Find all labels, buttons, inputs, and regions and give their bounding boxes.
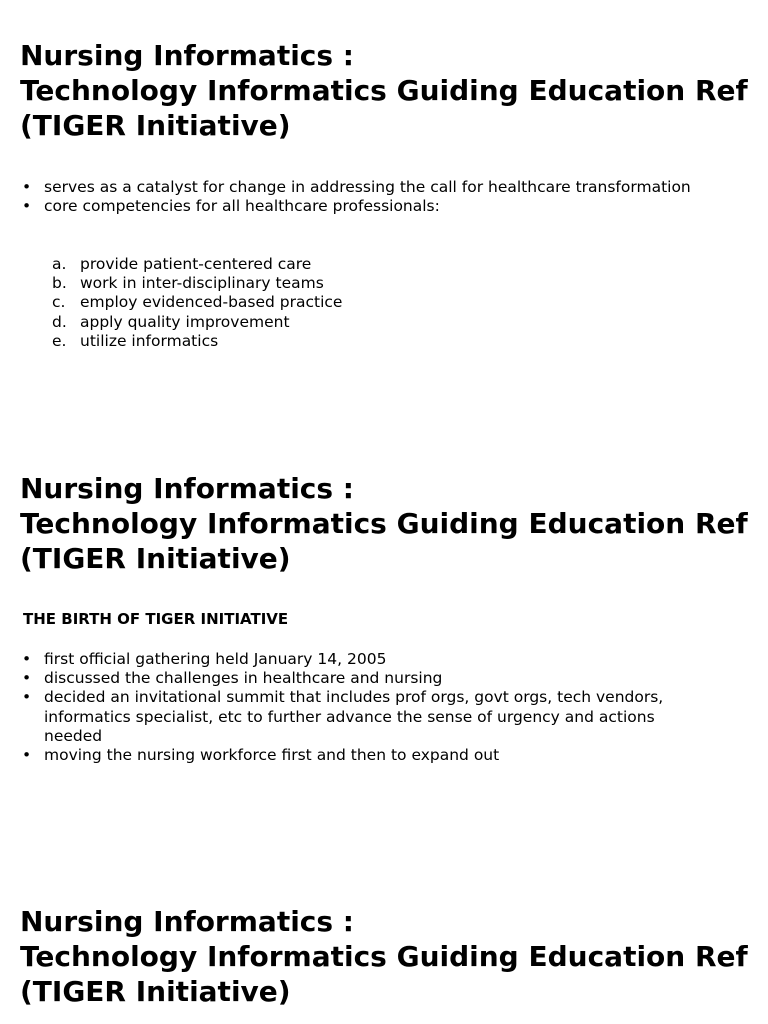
title-line: Nursing Informatics : xyxy=(20,472,355,505)
list-marker: c. xyxy=(52,293,66,312)
section-heading: THE BIRTH OF TIGER INITIATIVE xyxy=(23,610,289,628)
bullet-item: • moving the nursing workforce first and then to expand out xyxy=(22,746,702,765)
title-line: (TIGER Initiative) xyxy=(20,542,291,575)
slide-title xyxy=(20,38,748,143)
bullet-item: • core competencies for all healthcare professionals: xyxy=(22,197,702,216)
list-item xyxy=(50,293,342,312)
title-line: Technology Informatics Guiding Education Ref xyxy=(20,507,748,540)
list-item xyxy=(50,255,342,274)
list-text: employ evidenced-based practice xyxy=(80,293,343,312)
list-marker: b. xyxy=(52,274,67,293)
list-marker: a. xyxy=(52,255,67,273)
title-line: Nursing Informatics : xyxy=(20,39,355,72)
list-text: apply quality improvement xyxy=(80,312,290,331)
slide-1 xyxy=(0,38,768,378)
slide-2 xyxy=(0,471,768,801)
title-line: Technology Informatics Guiding Education Ref xyxy=(20,940,748,973)
competency-list xyxy=(50,255,342,351)
slide-title xyxy=(20,904,748,1009)
list-item xyxy=(50,332,342,351)
title-line: Nursing Informatics : xyxy=(20,905,355,938)
title-line: (TIGER Initiative) xyxy=(20,109,291,142)
bullet-item: • decided an invitational summit that includes prof orgs, govt orgs, tech vendors, informatics specialist, etc to further advance the sense of urgency and actions needed xyxy=(22,688,702,746)
bullet-item: • first official gathering held January 14, 2005 xyxy=(22,650,702,669)
list-marker: e. xyxy=(52,331,67,350)
bullet-list xyxy=(22,650,702,765)
list-marker: d. xyxy=(52,312,67,331)
list-text: utilize informatics xyxy=(80,331,219,350)
list-item xyxy=(50,313,342,332)
bullet-list xyxy=(22,178,702,216)
slide-3 xyxy=(0,904,768,1024)
list-item xyxy=(50,274,342,293)
list-text: work in inter-disciplinary teams xyxy=(80,274,324,293)
slide-title xyxy=(20,471,748,576)
title-line: (TIGER Initiative) xyxy=(20,975,291,1008)
title-line: Technology Informatics Guiding Education Ref xyxy=(20,74,748,107)
bullet-item: • discussed the challenges in healthcare and nursing xyxy=(22,669,702,688)
bullet-item: • serves as a catalyst for change in addressing the call for healthcare transformation xyxy=(22,178,702,197)
list-text: provide patient-centered care xyxy=(80,255,312,273)
